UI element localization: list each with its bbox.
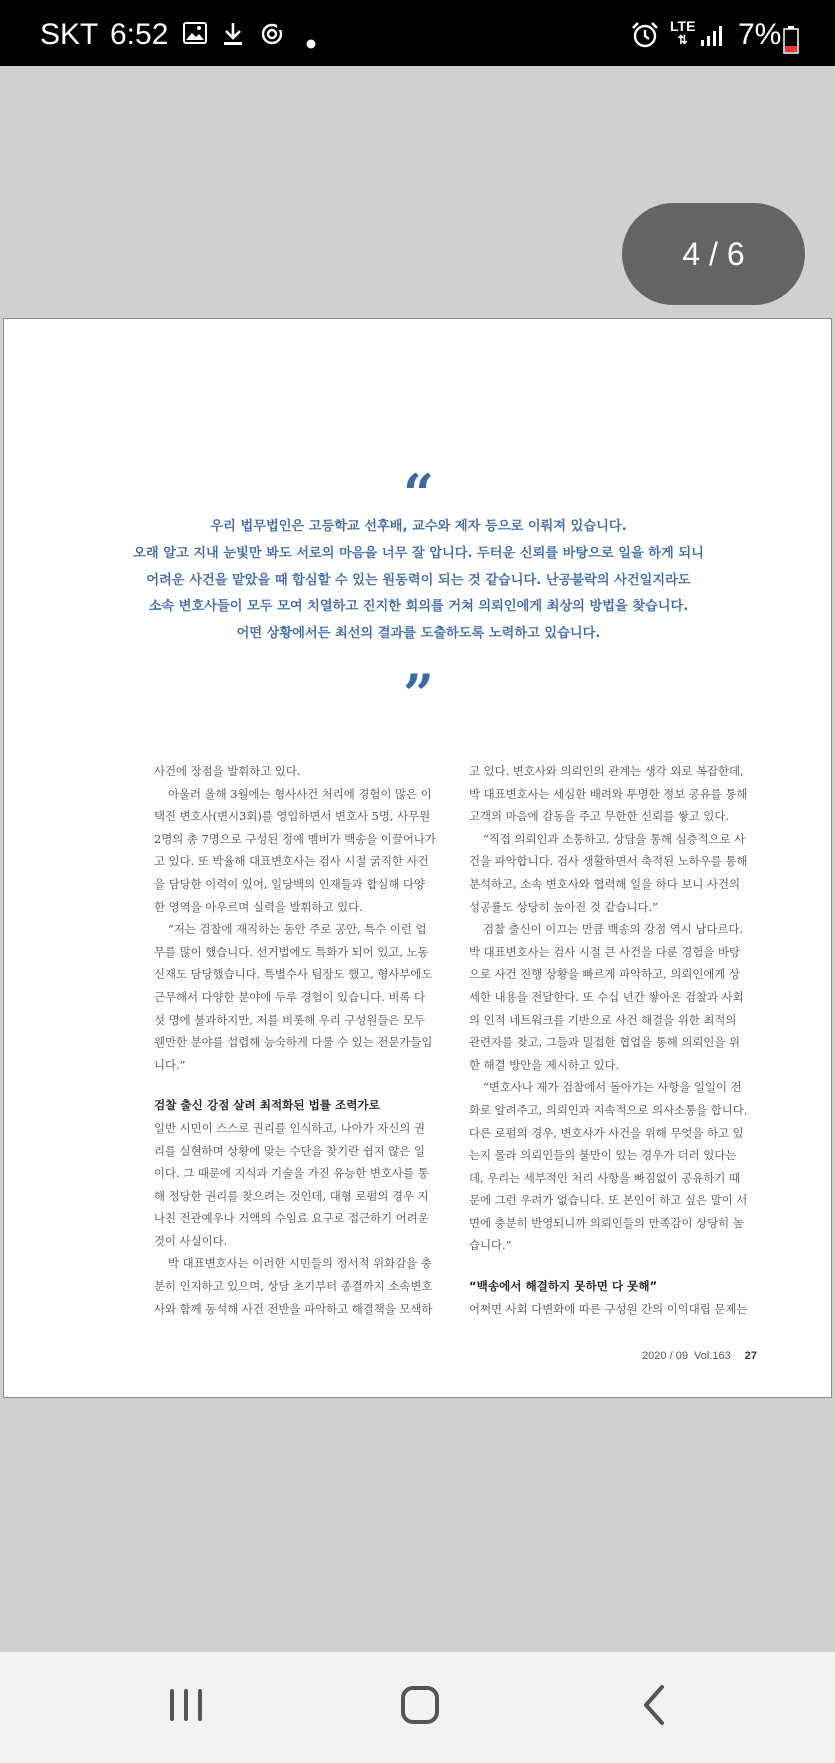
text-line: 화로 알려주고, 의뢰인과 지속적으로 의사소통을 합니다. [469, 1102, 748, 1117]
close-quote-mark: ” [402, 662, 435, 726]
text-line: 분히 인지하고 있으며, 상담 초기부터 종결까지 소속변호 [154, 1279, 433, 1294]
quote-line: 우리 법무법인은 고등학교 선후배, 교수와 제자 등으로 이뤄져 있습니다. [210, 519, 627, 534]
text-line: 신재도 담당했습니다. 특별수사 팀장도 했고, 형사부에도 [154, 967, 433, 982]
text-line: 문에 그런 우려가 없습니다. 또 본인이 하고 싶은 말이 서 [469, 1193, 748, 1208]
text-line: 는지 몰라 의뢰인들의 불만이 있는 경우가 더러 있다는 [469, 1148, 737, 1163]
text-line: 나친 전관예우나 거액의 수임료 요구로 접근하기 어려운 [154, 1211, 429, 1226]
image-icon [183, 22, 207, 48]
text-line: 검찰 출신이 이끄는 만큼 백송의 강점 역시 남다르다. [483, 922, 744, 937]
article-left-column [154, 760, 444, 1320]
text-line: 세한 내용을 전달한다. 또 수십 년간 쌓아온 검찰과 사회 [469, 989, 744, 1004]
carrier-label: SKT [40, 18, 99, 51]
quote-line: 어떤 상황에서든 최선의 결과를 도출하도록 노력하고 있습니다. [236, 626, 601, 642]
back-button[interactable] [625, 1682, 685, 1732]
text-line: 고객의 마음에 감동을 주고 무한한 신뢰를 쌓고 있다. [469, 809, 730, 824]
text-line: 웬만한 분야를 섭렵해 능숙하게 다룰 수 있는 전문가들입 [154, 1035, 433, 1050]
text-line: 일반 시민이 스스로 권리를 인식하고, 나아가 자신의 권 [154, 1120, 426, 1135]
battery-icon [783, 26, 799, 58]
text-line: 리를 실현하며 상황에 맞는 수단을 찾기란 쉽지 않은 일 [154, 1143, 426, 1158]
open-quote-mark: “ [402, 462, 435, 526]
quote-line: 소속 변호사들이 모두 모여 치열하고 진지한 회의를 거쳐 의뢰인에게 최상의 방법을 찾습니다. [148, 599, 689, 615]
section-subhead: 검찰 출신 강점 살려 최적화된 법률 조력가로 [154, 1098, 380, 1113]
article-right-column [469, 760, 759, 1320]
text-line: 고 있다. 변호사와 의뢰인의 관계는 생각 외로 복잡한데, [469, 764, 744, 778]
section-subhead: “백송에서 해결하지 못하면 다 못해” [469, 1279, 658, 1294]
text-line: 습니다.” [469, 1238, 512, 1253]
recent-apps-icon [167, 1686, 205, 1728]
battery-percent: 7% [738, 18, 782, 51]
text-line: 2명의 총 7명으로 구성된 정예 멤버가 백송을 이끌어나가 [154, 831, 436, 846]
text-line: 아울러 올해 3월에는 형사사건 처리에 경험이 많은 이 [168, 786, 432, 801]
text-line: “직접 의뢰인과 소통하고, 상담을 통해 심층적으로 사 [483, 831, 746, 846]
recent-apps-button[interactable] [156, 1682, 216, 1732]
text-line: 데, 우리는 세부적인 처리 사항을 빠짐없이 공유하기 때 [469, 1170, 741, 1185]
text-line: 으로 사건 진행 상황을 빠르게 파악하고, 의뢰인에게 상 [469, 967, 741, 982]
text-line: 택진 변호사(변시3회)를 영입하면서 변호사 5명, 사무원 [154, 809, 431, 824]
status-bar [0, 0, 835, 66]
text-line: 근무해서 다양한 분야에 두루 경험이 있습니다. 비록 다 [154, 989, 426, 1004]
text-line: 고 있다. 또 박율해 대표변호사는 검사 시절 굵직한 사건 [154, 854, 429, 869]
text-line: “변호사나 제가 검찰에서 돌아가는 사항을 일일이 전 [483, 1080, 742, 1095]
text-line: 의 인적 네트워크를 기반으로 사건 해결을 위한 최적의 [469, 1012, 737, 1027]
alarm-icon [631, 22, 659, 52]
download-icon [222, 22, 244, 50]
text-line: “저는 검찰에 재직하는 동안 주로 공안, 특수 이런 업 [168, 922, 427, 937]
issue-label: 2020 / 09 Vol.163 [642, 1350, 731, 1362]
text-line: 니다.” [154, 1057, 186, 1072]
home-icon [399, 1684, 441, 1730]
text-line: 박 대표변호사는 검사 시절 큰 사건을 다룬 경험을 바탕 [469, 944, 741, 959]
text-line: 한 영역을 아우르며 실력을 발휘하고 있다. [154, 899, 363, 914]
text-line: 관련자를 찾고, 그들과 밀접한 협업을 통해 의뢰인을 위 [469, 1035, 741, 1050]
page-footer [642, 1350, 757, 1362]
sync-icon [259, 22, 285, 50]
text-line: 무를 많이 했습니다. 선거법에도 특화가 되어 있고, 노동 [154, 944, 429, 959]
text-line: 건을 파악합니다. 검사 생활하면서 축적된 노하우를 통해 [469, 854, 748, 869]
text-line: 면에 충분히 반영되니까 의뢰인들의 만족감이 상당히 높 [469, 1215, 744, 1230]
text-line: 섯 명에 불과하지만, 저를 비롯해 우리 구성원들은 모두 [154, 1012, 426, 1027]
quote-line: 오래 알고 지내 눈빛만 봐도 서로의 마음을 너무 잘 압니다. 두터운 신뢰를 바탕으로 일을 하게 되니 [133, 545, 704, 561]
text-line: 다른 로펌의 경우, 변호사가 사건을 위해 무엇을 하고 있 [469, 1125, 744, 1140]
text-line: 한 해결 방안을 제시하고 있다. [469, 1057, 620, 1072]
text-line: 것이 사실이다. [154, 1233, 228, 1248]
text-line: 박 대표변호사는 세심한 배려와 투명한 정보 공유를 통해 [469, 786, 748, 801]
text-line: 성공률도 상당히 높아진 것 같습니다.” [469, 899, 658, 914]
text-line: 해 정당한 권리를 찾으려는 것인데, 대형 로펌의 경우 지 [154, 1188, 429, 1203]
text-line: 박 대표변호사는 이러한 시민들의 정서적 위화감을 충 [168, 1256, 432, 1271]
pull-quote [64, 514, 773, 648]
page-number: 27 [744, 1350, 757, 1362]
text-line: 분석하고, 소속 변호사와 협력해 일을 하다 보니 사건의 [469, 876, 741, 891]
document-page[interactable] [3, 318, 832, 1398]
text-line: 사와 함께 동석해 사건 전반을 파악하고 해결책을 모색하 [154, 1301, 433, 1316]
text-line: 사건에 장점을 발휘하고 있다. [154, 764, 301, 778]
text-line: 을 담당한 이력이 있어, 일당백의 인재들과 합심해 다양 [154, 876, 426, 891]
navigation-bar [0, 1652, 835, 1763]
page-indicator: 4 / 6 [622, 203, 805, 305]
clock: 6:52 [110, 18, 169, 51]
text-line: 이다. 그 때문에 지식과 기술을 가진 유능한 변호사를 통 [154, 1166, 429, 1181]
quote-line: 어려운 사건을 맡았을 때 합심할 수 있는 원동력이 되는 것 같습니다. 난공불락의 사건일지라도 [146, 572, 691, 588]
back-icon [638, 1684, 672, 1730]
text-line: 어쩌면 사회 다변화에 따른 구성원 간의 이익대립 문제는 [469, 1301, 748, 1316]
home-button[interactable] [390, 1682, 450, 1732]
dot-icon [306, 34, 316, 53]
lte-icon: LTE ⇅ [670, 18, 696, 47]
signal-icon [700, 24, 724, 52]
network-type-label: LTE [670, 18, 696, 34]
